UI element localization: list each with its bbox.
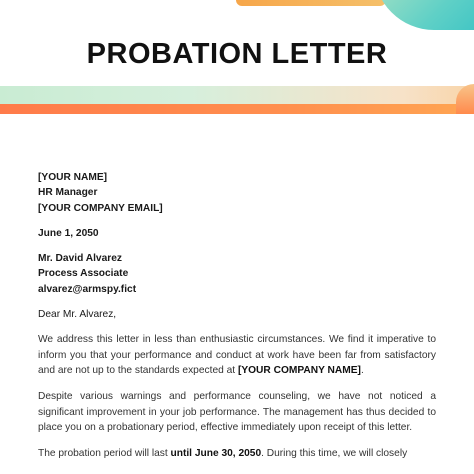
header-band-green <box>0 86 474 104</box>
recipient-role: Process Associate <box>38 268 129 280</box>
sender-email: [YOUR COMPANY EMAIL] <box>38 202 163 214</box>
recipient-email: alvarez@armspy.fict <box>38 283 137 295</box>
corner-decoration <box>374 0 474 30</box>
sender-name: [YOUR NAME] <box>38 172 108 183</box>
salutation: Dear Mr. Alvarez, <box>38 309 117 321</box>
recipient-name: Mr. David Alvarez <box>38 253 122 265</box>
letter-body <box>38 170 436 472</box>
company-name-placeholder: [YOUR COMPANY NAME] <box>237 364 361 376</box>
recipient-block <box>38 251 436 297</box>
probation-end-date: until June 30, 2050 <box>170 448 262 460</box>
paragraph-3 <box>38 446 436 461</box>
paragraph-3-start: The probation period will last <box>38 448 171 460</box>
sender-block <box>38 170 436 216</box>
paragraph-1 <box>38 332 436 378</box>
page-title: PROBATION LETTER <box>86 38 388 70</box>
header-decoration-bar <box>236 0 386 6</box>
paragraph-1-end: . <box>360 364 364 376</box>
paragraph-2: Despite various warnings and performance counseling, we have not noticed a significant improvement in your job performance. The management has thus decided to place you on a probationary period, effective immediately upon receipt of this letter. <box>38 391 436 433</box>
letter-date: June 1, 2050 <box>38 227 99 239</box>
paragraph-3-end: . During this time, we will closely <box>261 448 408 460</box>
paragraph-1-text: We address this letter in less than enthusiastic circumstances. We find it imperative to inform you that your performance and conduct at work have been far from satisfactory and are not up to the standards expected at <box>38 334 436 376</box>
sender-role: HR Manager <box>38 187 98 199</box>
header-band-orange <box>0 104 474 114</box>
